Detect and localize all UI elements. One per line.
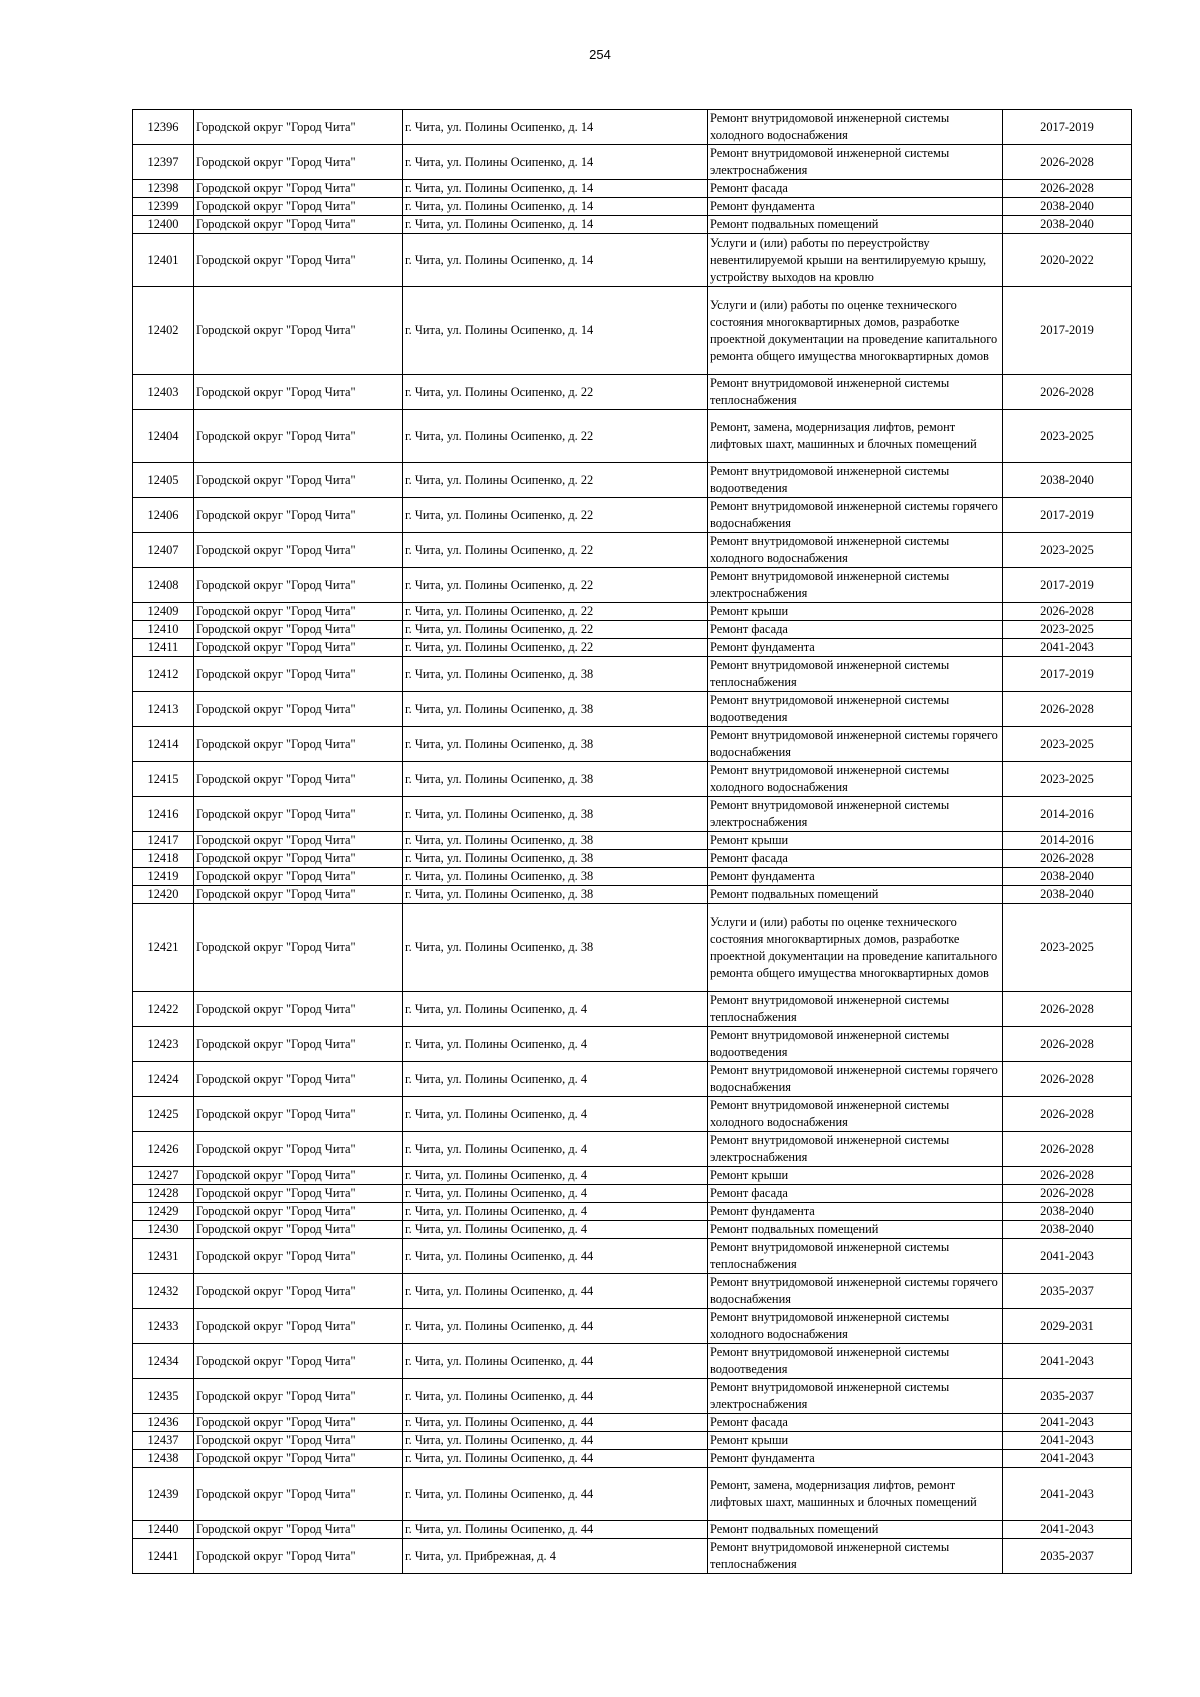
cell-work-type: Ремонт, замена, модернизация лифтов, ремонт лифтовых шахт, машинных и блочных помещений — [708, 1468, 1003, 1521]
cell-work-type: Ремонт внутридомовой инженерной системы электроснабжения — [708, 568, 1003, 603]
cell-address: г. Чита, ул. Полины Осипенко, д. 44 — [403, 1450, 708, 1468]
cell-number: 12398 — [133, 180, 194, 198]
cell-number: 12436 — [133, 1414, 194, 1432]
cell-municipality: Городской округ "Город Чита" — [194, 234, 403, 287]
cell-work-type: Ремонт фасада — [708, 1185, 1003, 1203]
cell-municipality: Городской округ "Город Чита" — [194, 1097, 403, 1132]
cell-municipality: Городской округ "Город Чита" — [194, 692, 403, 727]
cell-municipality: Городской округ "Город Чита" — [194, 568, 403, 603]
cell-number: 12397 — [133, 145, 194, 180]
cell-number: 12421 — [133, 904, 194, 992]
table-row — [133, 727, 1132, 762]
cell-work-type: Ремонт фасада — [708, 180, 1003, 198]
cell-number: 12407 — [133, 533, 194, 568]
table-row — [133, 463, 1132, 498]
cell-period: 2041-2043 — [1003, 1468, 1132, 1521]
cell-municipality: Городской округ "Город Чита" — [194, 639, 403, 657]
cell-address: г. Чита, ул. Полины Осипенко, д. 14 — [403, 234, 708, 287]
table-row — [133, 1185, 1132, 1203]
cell-address: г. Чита, ул. Полины Осипенко, д. 4 — [403, 1132, 708, 1167]
cell-period: 2041-2043 — [1003, 639, 1132, 657]
table-row — [133, 692, 1132, 727]
cell-municipality: Городской округ "Город Чита" — [194, 410, 403, 463]
page-number: 254 — [589, 47, 611, 62]
cell-number: 12423 — [133, 1027, 194, 1062]
cell-work-type: Ремонт внутридомовой инженерной системы водоотведения — [708, 1027, 1003, 1062]
cell-municipality: Городской округ "Город Чита" — [194, 198, 403, 216]
cell-municipality: Городской округ "Город Чита" — [194, 904, 403, 992]
cell-address: г. Чита, ул. Полины Осипенко, д. 14 — [403, 110, 708, 145]
cell-work-type: Ремонт подвальных помещений — [708, 886, 1003, 904]
cell-work-type: Ремонт крыши — [708, 603, 1003, 621]
cell-address: г. Чита, ул. Полины Осипенко, д. 38 — [403, 657, 708, 692]
cell-number: 12418 — [133, 850, 194, 868]
cell-municipality: Городской округ "Город Чита" — [194, 498, 403, 533]
cell-municipality: Городской округ "Город Чита" — [194, 1379, 403, 1414]
cell-work-type: Услуги и (или) работы по оценке технического состояния многоквартирных домов, разработке проектной документации на проведение капитального ремонта общего имущества многоквартирных домов — [708, 904, 1003, 992]
cell-period: 2026-2028 — [1003, 375, 1132, 410]
cell-municipality: Городской округ "Город Чита" — [194, 533, 403, 568]
cell-period: 2026-2028 — [1003, 1097, 1132, 1132]
cell-address: г. Чита, ул. Полины Осипенко, д. 4 — [403, 1027, 708, 1062]
cell-work-type: Ремонт внутридомовой инженерной системы водоотведения — [708, 1344, 1003, 1379]
table-row — [133, 850, 1132, 868]
cell-municipality: Городской округ "Город Чита" — [194, 1062, 403, 1097]
cell-period: 2041-2043 — [1003, 1450, 1132, 1468]
table-row — [133, 234, 1132, 287]
cell-period: 2038-2040 — [1003, 1221, 1132, 1239]
cell-number: 12405 — [133, 463, 194, 498]
cell-municipality: Городской округ "Город Чита" — [194, 1539, 403, 1574]
table-row — [133, 1468, 1132, 1521]
cell-period: 2014-2016 — [1003, 832, 1132, 850]
cell-municipality: Городской округ "Город Чита" — [194, 216, 403, 234]
cell-municipality: Городской округ "Город Чита" — [194, 1309, 403, 1344]
cell-work-type: Ремонт внутридомовой инженерной системы теплоснабжения — [708, 375, 1003, 410]
cell-address: г. Чита, ул. Полины Осипенко, д. 14 — [403, 198, 708, 216]
cell-number: 12425 — [133, 1097, 194, 1132]
cell-municipality: Городской округ "Город Чита" — [194, 180, 403, 198]
cell-work-type: Ремонт фундамента — [708, 1450, 1003, 1468]
table-row — [133, 762, 1132, 797]
cell-number: 12439 — [133, 1468, 194, 1521]
cell-period: 2038-2040 — [1003, 216, 1132, 234]
cell-number: 12408 — [133, 568, 194, 603]
cell-address: г. Чита, ул. Полины Осипенко, д. 44 — [403, 1468, 708, 1521]
cell-address: г. Чита, ул. Полины Осипенко, д. 4 — [403, 1167, 708, 1185]
cell-address: г. Чита, ул. Полины Осипенко, д. 4 — [403, 1097, 708, 1132]
cell-municipality: Городской округ "Город Чита" — [194, 1450, 403, 1468]
cell-work-type: Ремонт внутридомовой инженерной системы электроснабжения — [708, 1379, 1003, 1414]
cell-address: г. Чита, ул. Полины Осипенко, д. 14 — [403, 216, 708, 234]
cell-address: г. Чита, ул. Полины Осипенко, д. 44 — [403, 1379, 708, 1414]
cell-number: 12404 — [133, 410, 194, 463]
cell-address: г. Чита, ул. Полины Осипенко, д. 38 — [403, 868, 708, 886]
table-row — [133, 1432, 1132, 1450]
cell-period: 2026-2028 — [1003, 603, 1132, 621]
cell-number: 12429 — [133, 1203, 194, 1221]
cell-work-type: Ремонт внутридомовой инженерной системы холодного водоснабжения — [708, 762, 1003, 797]
cell-period: 2041-2043 — [1003, 1521, 1132, 1539]
table-row — [133, 1274, 1132, 1309]
cell-work-type: Ремонт фундамента — [708, 1203, 1003, 1221]
cell-period: 2035-2037 — [1003, 1379, 1132, 1414]
table-row — [133, 1221, 1132, 1239]
cell-period: 2017-2019 — [1003, 287, 1132, 375]
table-row — [133, 1344, 1132, 1379]
cell-work-type: Ремонт внутридомовой инженерной системы теплоснабжения — [708, 1239, 1003, 1274]
table-row — [133, 832, 1132, 850]
cell-municipality: Городской округ "Город Чита" — [194, 868, 403, 886]
cell-work-type: Ремонт внутридомовой инженерной системы холодного водоснабжения — [708, 533, 1003, 568]
table-row — [133, 886, 1132, 904]
table-row — [133, 498, 1132, 533]
cell-number: 12419 — [133, 868, 194, 886]
cell-period: 2023-2025 — [1003, 410, 1132, 463]
cell-number: 12409 — [133, 603, 194, 621]
cell-work-type: Ремонт внутридомовой инженерной системы теплоснабжения — [708, 657, 1003, 692]
cell-period: 2026-2028 — [1003, 1062, 1132, 1097]
cell-period: 2023-2025 — [1003, 621, 1132, 639]
cell-municipality: Городской округ "Город Чита" — [194, 657, 403, 692]
cell-municipality: Городской округ "Город Чита" — [194, 1414, 403, 1432]
cell-work-type: Ремонт внутридомовой инженерной системы электроснабжения — [708, 145, 1003, 180]
table-row — [133, 1203, 1132, 1221]
cell-number: 12411 — [133, 639, 194, 657]
cell-address: г. Чита, ул. Полины Осипенко, д. 38 — [403, 727, 708, 762]
cell-municipality: Городской округ "Город Чита" — [194, 797, 403, 832]
cell-municipality: Городской округ "Город Чита" — [194, 1132, 403, 1167]
table-row — [133, 1539, 1132, 1574]
cell-period: 2038-2040 — [1003, 198, 1132, 216]
table-row — [133, 1379, 1132, 1414]
cell-period: 2026-2028 — [1003, 1132, 1132, 1167]
cell-work-type: Ремонт фундамента — [708, 198, 1003, 216]
cell-work-type: Ремонт внутридомовой инженерной системы холодного водоснабжения — [708, 1097, 1003, 1132]
cell-number: 12441 — [133, 1539, 194, 1574]
cell-period: 2035-2037 — [1003, 1539, 1132, 1574]
table-row — [133, 410, 1132, 463]
cell-work-type: Ремонт внутридомовой инженерной системы электроснабжения — [708, 1132, 1003, 1167]
cell-work-type: Ремонт крыши — [708, 1432, 1003, 1450]
cell-address: г. Чита, ул. Полины Осипенко, д. 14 — [403, 180, 708, 198]
cell-work-type: Ремонт внутридомовой инженерной системы горячего водоснабжения — [708, 727, 1003, 762]
table-row — [133, 145, 1132, 180]
cell-number: 12406 — [133, 498, 194, 533]
cell-work-type: Ремонт внутридомовой инженерной системы водоотведения — [708, 692, 1003, 727]
cell-number: 12433 — [133, 1309, 194, 1344]
cell-period: 2041-2043 — [1003, 1414, 1132, 1432]
cell-number: 12431 — [133, 1239, 194, 1274]
cell-address: г. Чита, ул. Полины Осипенко, д. 4 — [403, 992, 708, 1027]
table-row — [133, 198, 1132, 216]
cell-work-type: Ремонт внутридомовой инженерной системы электроснабжения — [708, 797, 1003, 832]
cell-number: 12437 — [133, 1432, 194, 1450]
cell-municipality: Городской округ "Город Чита" — [194, 1027, 403, 1062]
cell-period: 2026-2028 — [1003, 692, 1132, 727]
cell-number: 12410 — [133, 621, 194, 639]
cell-municipality: Городской округ "Город Чита" — [194, 1521, 403, 1539]
cell-municipality: Городской округ "Город Чита" — [194, 287, 403, 375]
cell-municipality: Городской округ "Город Чита" — [194, 145, 403, 180]
cell-work-type: Ремонт внутридомовой инженерной системы теплоснабжения — [708, 992, 1003, 1027]
cell-address: г. Чита, ул. Полины Осипенко, д. 14 — [403, 287, 708, 375]
table-row — [133, 1062, 1132, 1097]
cell-number: 12403 — [133, 375, 194, 410]
cell-address: г. Чита, ул. Полины Осипенко, д. 44 — [403, 1344, 708, 1379]
cell-number: 12440 — [133, 1521, 194, 1539]
cell-number: 12401 — [133, 234, 194, 287]
cell-number: 12417 — [133, 832, 194, 850]
cell-address: г. Чита, ул. Полины Осипенко, д. 22 — [403, 621, 708, 639]
cell-address: г. Чита, ул. Полины Осипенко, д. 4 — [403, 1185, 708, 1203]
cell-work-type: Ремонт крыши — [708, 1167, 1003, 1185]
cell-period: 2026-2028 — [1003, 145, 1132, 180]
cell-period: 2026-2028 — [1003, 180, 1132, 198]
cell-number: 12396 — [133, 110, 194, 145]
cell-address: г. Чита, ул. Прибрежная, д. 4 — [403, 1539, 708, 1574]
cell-address: г. Чита, ул. Полины Осипенко, д. 38 — [403, 832, 708, 850]
cell-address: г. Чита, ул. Полины Осипенко, д. 38 — [403, 762, 708, 797]
cell-work-type: Ремонт внутридомовой инженерной системы горячего водоснабжения — [708, 1062, 1003, 1097]
cell-address: г. Чита, ул. Полины Осипенко, д. 38 — [403, 797, 708, 832]
cell-work-type: Ремонт подвальных помещений — [708, 1221, 1003, 1239]
cell-work-type: Услуги и (или) работы по оценке технического состояния многоквартирных домов, разработке проектной документации на проведение капитального ремонта общего имущества многоквартирных домов — [708, 287, 1003, 375]
cell-period: 2026-2028 — [1003, 992, 1132, 1027]
cell-work-type: Ремонт внутридомовой инженерной системы водоотведения — [708, 463, 1003, 498]
cell-number: 12432 — [133, 1274, 194, 1309]
table-row — [133, 568, 1132, 603]
cell-municipality: Городской округ "Город Чита" — [194, 886, 403, 904]
cell-period: 2038-2040 — [1003, 1203, 1132, 1221]
table-row — [133, 1027, 1132, 1062]
cell-address: г. Чита, ул. Полины Осипенко, д. 22 — [403, 533, 708, 568]
cell-number: 12430 — [133, 1221, 194, 1239]
table-row — [133, 1132, 1132, 1167]
cell-work-type: Услуги и (или) работы по переустройству невентилируемой крыши на вентилируемую крышу, устройству выходов на кровлю — [708, 234, 1003, 287]
table-row — [133, 287, 1132, 375]
cell-period: 2023-2025 — [1003, 533, 1132, 568]
table-row — [133, 621, 1132, 639]
table-row — [133, 797, 1132, 832]
cell-municipality: Городской округ "Город Чита" — [194, 832, 403, 850]
cell-municipality: Городской округ "Город Чита" — [194, 110, 403, 145]
cell-work-type: Ремонт фасада — [708, 850, 1003, 868]
cell-work-type: Ремонт фасада — [708, 1414, 1003, 1432]
cell-address: г. Чита, ул. Полины Осипенко, д. 44 — [403, 1521, 708, 1539]
table-row — [133, 375, 1132, 410]
cell-municipality: Городской округ "Город Чита" — [194, 1274, 403, 1309]
table-row — [133, 904, 1132, 992]
table-row — [133, 1309, 1132, 1344]
cell-address: г. Чита, ул. Полины Осипенко, д. 22 — [403, 568, 708, 603]
cell-municipality: Городской округ "Город Чита" — [194, 1167, 403, 1185]
cell-work-type: Ремонт фундамента — [708, 639, 1003, 657]
cell-number: 12402 — [133, 287, 194, 375]
cell-period: 2023-2025 — [1003, 727, 1132, 762]
cell-municipality: Городской округ "Город Чита" — [194, 1344, 403, 1379]
table-row — [133, 216, 1132, 234]
cell-address: г. Чита, ул. Полины Осипенко, д. 22 — [403, 498, 708, 533]
cell-municipality: Городской округ "Город Чита" — [194, 375, 403, 410]
cell-address: г. Чита, ул. Полины Осипенко, д. 44 — [403, 1239, 708, 1274]
table-row — [133, 1239, 1132, 1274]
cell-number: 12400 — [133, 216, 194, 234]
table-row — [133, 1097, 1132, 1132]
cell-address: г. Чита, ул. Полины Осипенко, д. 38 — [403, 886, 708, 904]
cell-municipality: Городской округ "Город Чита" — [194, 621, 403, 639]
cell-municipality: Городской округ "Город Чита" — [194, 762, 403, 797]
cell-municipality: Городской округ "Город Чита" — [194, 1221, 403, 1239]
cell-period: 2023-2025 — [1003, 762, 1132, 797]
cell-address: г. Чита, ул. Полины Осипенко, д. 22 — [403, 375, 708, 410]
cell-period: 2038-2040 — [1003, 463, 1132, 498]
cell-address: г. Чита, ул. Полины Осипенко, д. 22 — [403, 603, 708, 621]
cell-period: 2026-2028 — [1003, 1027, 1132, 1062]
cell-address: г. Чита, ул. Полины Осипенко, д. 22 — [403, 639, 708, 657]
cell-address: г. Чита, ул. Полины Осипенко, д. 4 — [403, 1221, 708, 1239]
cell-period: 2038-2040 — [1003, 886, 1132, 904]
cell-municipality: Городской округ "Город Чита" — [194, 463, 403, 498]
table-row — [133, 657, 1132, 692]
table-row — [133, 639, 1132, 657]
cell-period: 2017-2019 — [1003, 657, 1132, 692]
cell-municipality: Городской округ "Город Чита" — [194, 1185, 403, 1203]
table-row — [133, 992, 1132, 1027]
cell-number: 12414 — [133, 727, 194, 762]
table-row — [133, 1450, 1132, 1468]
cell-period: 2029-2031 — [1003, 1309, 1132, 1344]
cell-period: 2017-2019 — [1003, 498, 1132, 533]
table-row — [133, 603, 1132, 621]
cell-address: г. Чита, ул. Полины Осипенко, д. 44 — [403, 1414, 708, 1432]
cell-address: г. Чита, ул. Полины Осипенко, д. 44 — [403, 1432, 708, 1450]
cell-municipality: Городской округ "Город Чита" — [194, 1468, 403, 1521]
cell-period: 2017-2019 — [1003, 568, 1132, 603]
cell-period: 2026-2028 — [1003, 1167, 1132, 1185]
cell-municipality: Городской округ "Город Чита" — [194, 992, 403, 1027]
cell-number: 12420 — [133, 886, 194, 904]
cell-address: г. Чита, ул. Полины Осипенко, д. 44 — [403, 1274, 708, 1309]
cell-address: г. Чита, ул. Полины Осипенко, д. 4 — [403, 1062, 708, 1097]
cell-period: 2017-2019 — [1003, 110, 1132, 145]
cell-work-type: Ремонт фасада — [708, 621, 1003, 639]
cell-number: 12434 — [133, 1344, 194, 1379]
cell-number: 12426 — [133, 1132, 194, 1167]
cell-number: 12428 — [133, 1185, 194, 1203]
cell-period: 2041-2043 — [1003, 1432, 1132, 1450]
cell-municipality: Городской округ "Город Чита" — [194, 727, 403, 762]
cell-number: 12399 — [133, 198, 194, 216]
cell-number: 12413 — [133, 692, 194, 727]
table-row — [133, 1414, 1132, 1432]
cell-number: 12435 — [133, 1379, 194, 1414]
cell-address: г. Чита, ул. Полины Осипенко, д. 38 — [403, 692, 708, 727]
cell-municipality: Городской округ "Город Чита" — [194, 1203, 403, 1221]
cell-work-type: Ремонт внутридомовой инженерной системы теплоснабжения — [708, 1539, 1003, 1574]
cell-address: г. Чита, ул. Полины Осипенко, д. 22 — [403, 410, 708, 463]
cell-municipality: Городской округ "Город Чита" — [194, 603, 403, 621]
table-row — [133, 110, 1132, 145]
cell-period: 2041-2043 — [1003, 1239, 1132, 1274]
cell-number: 12427 — [133, 1167, 194, 1185]
table-row — [133, 1167, 1132, 1185]
cell-number: 12415 — [133, 762, 194, 797]
cell-number: 12422 — [133, 992, 194, 1027]
cell-address: г. Чита, ул. Полины Осипенко, д. 38 — [403, 850, 708, 868]
cell-municipality: Городской округ "Город Чита" — [194, 1432, 403, 1450]
cell-work-type: Ремонт внутридомовой инженерной системы холодного водоснабжения — [708, 1309, 1003, 1344]
cell-address: г. Чита, ул. Полины Осипенко, д. 4 — [403, 1203, 708, 1221]
cell-address: г. Чита, ул. Полины Осипенко, д. 22 — [403, 463, 708, 498]
cell-work-type: Ремонт фундамента — [708, 868, 1003, 886]
cell-address: г. Чита, ул. Полины Осипенко, д. 38 — [403, 904, 708, 992]
table-row — [133, 180, 1132, 198]
cell-period: 2020-2022 — [1003, 234, 1132, 287]
table-row — [133, 533, 1132, 568]
cell-work-type: Ремонт подвальных помещений — [708, 1521, 1003, 1539]
cell-address: г. Чита, ул. Полины Осипенко, д. 14 — [403, 145, 708, 180]
cell-period: 2035-2037 — [1003, 1274, 1132, 1309]
cell-number: 12412 — [133, 657, 194, 692]
cell-period: 2014-2016 — [1003, 797, 1132, 832]
cell-number: 12416 — [133, 797, 194, 832]
table-row — [133, 1521, 1132, 1539]
cell-period: 2026-2028 — [1003, 850, 1132, 868]
cell-work-type: Ремонт внутридомовой инженерной системы холодного водоснабжения — [708, 110, 1003, 145]
cell-work-type: Ремонт внутридомовой инженерной системы горячего водоснабжения — [708, 498, 1003, 533]
cell-municipality: Городской округ "Город Чита" — [194, 850, 403, 868]
cell-work-type: Ремонт подвальных помещений — [708, 216, 1003, 234]
cell-period: 2038-2040 — [1003, 868, 1132, 886]
cell-number: 12438 — [133, 1450, 194, 1468]
cell-municipality: Городской округ "Город Чита" — [194, 1239, 403, 1274]
cell-work-type: Ремонт крыши — [708, 832, 1003, 850]
cell-number: 12424 — [133, 1062, 194, 1097]
table-body — [133, 110, 1132, 1574]
repair-schedule-table — [132, 109, 1132, 1574]
cell-period: 2026-2028 — [1003, 1185, 1132, 1203]
cell-period: 2041-2043 — [1003, 1344, 1132, 1379]
table-row — [133, 868, 1132, 886]
cell-period: 2023-2025 — [1003, 904, 1132, 992]
cell-work-type: Ремонт, замена, модернизация лифтов, ремонт лифтовых шахт, машинных и блочных помещений — [708, 410, 1003, 463]
cell-address: г. Чита, ул. Полины Осипенко, д. 44 — [403, 1309, 708, 1344]
cell-work-type: Ремонт внутридомовой инженерной системы горячего водоснабжения — [708, 1274, 1003, 1309]
